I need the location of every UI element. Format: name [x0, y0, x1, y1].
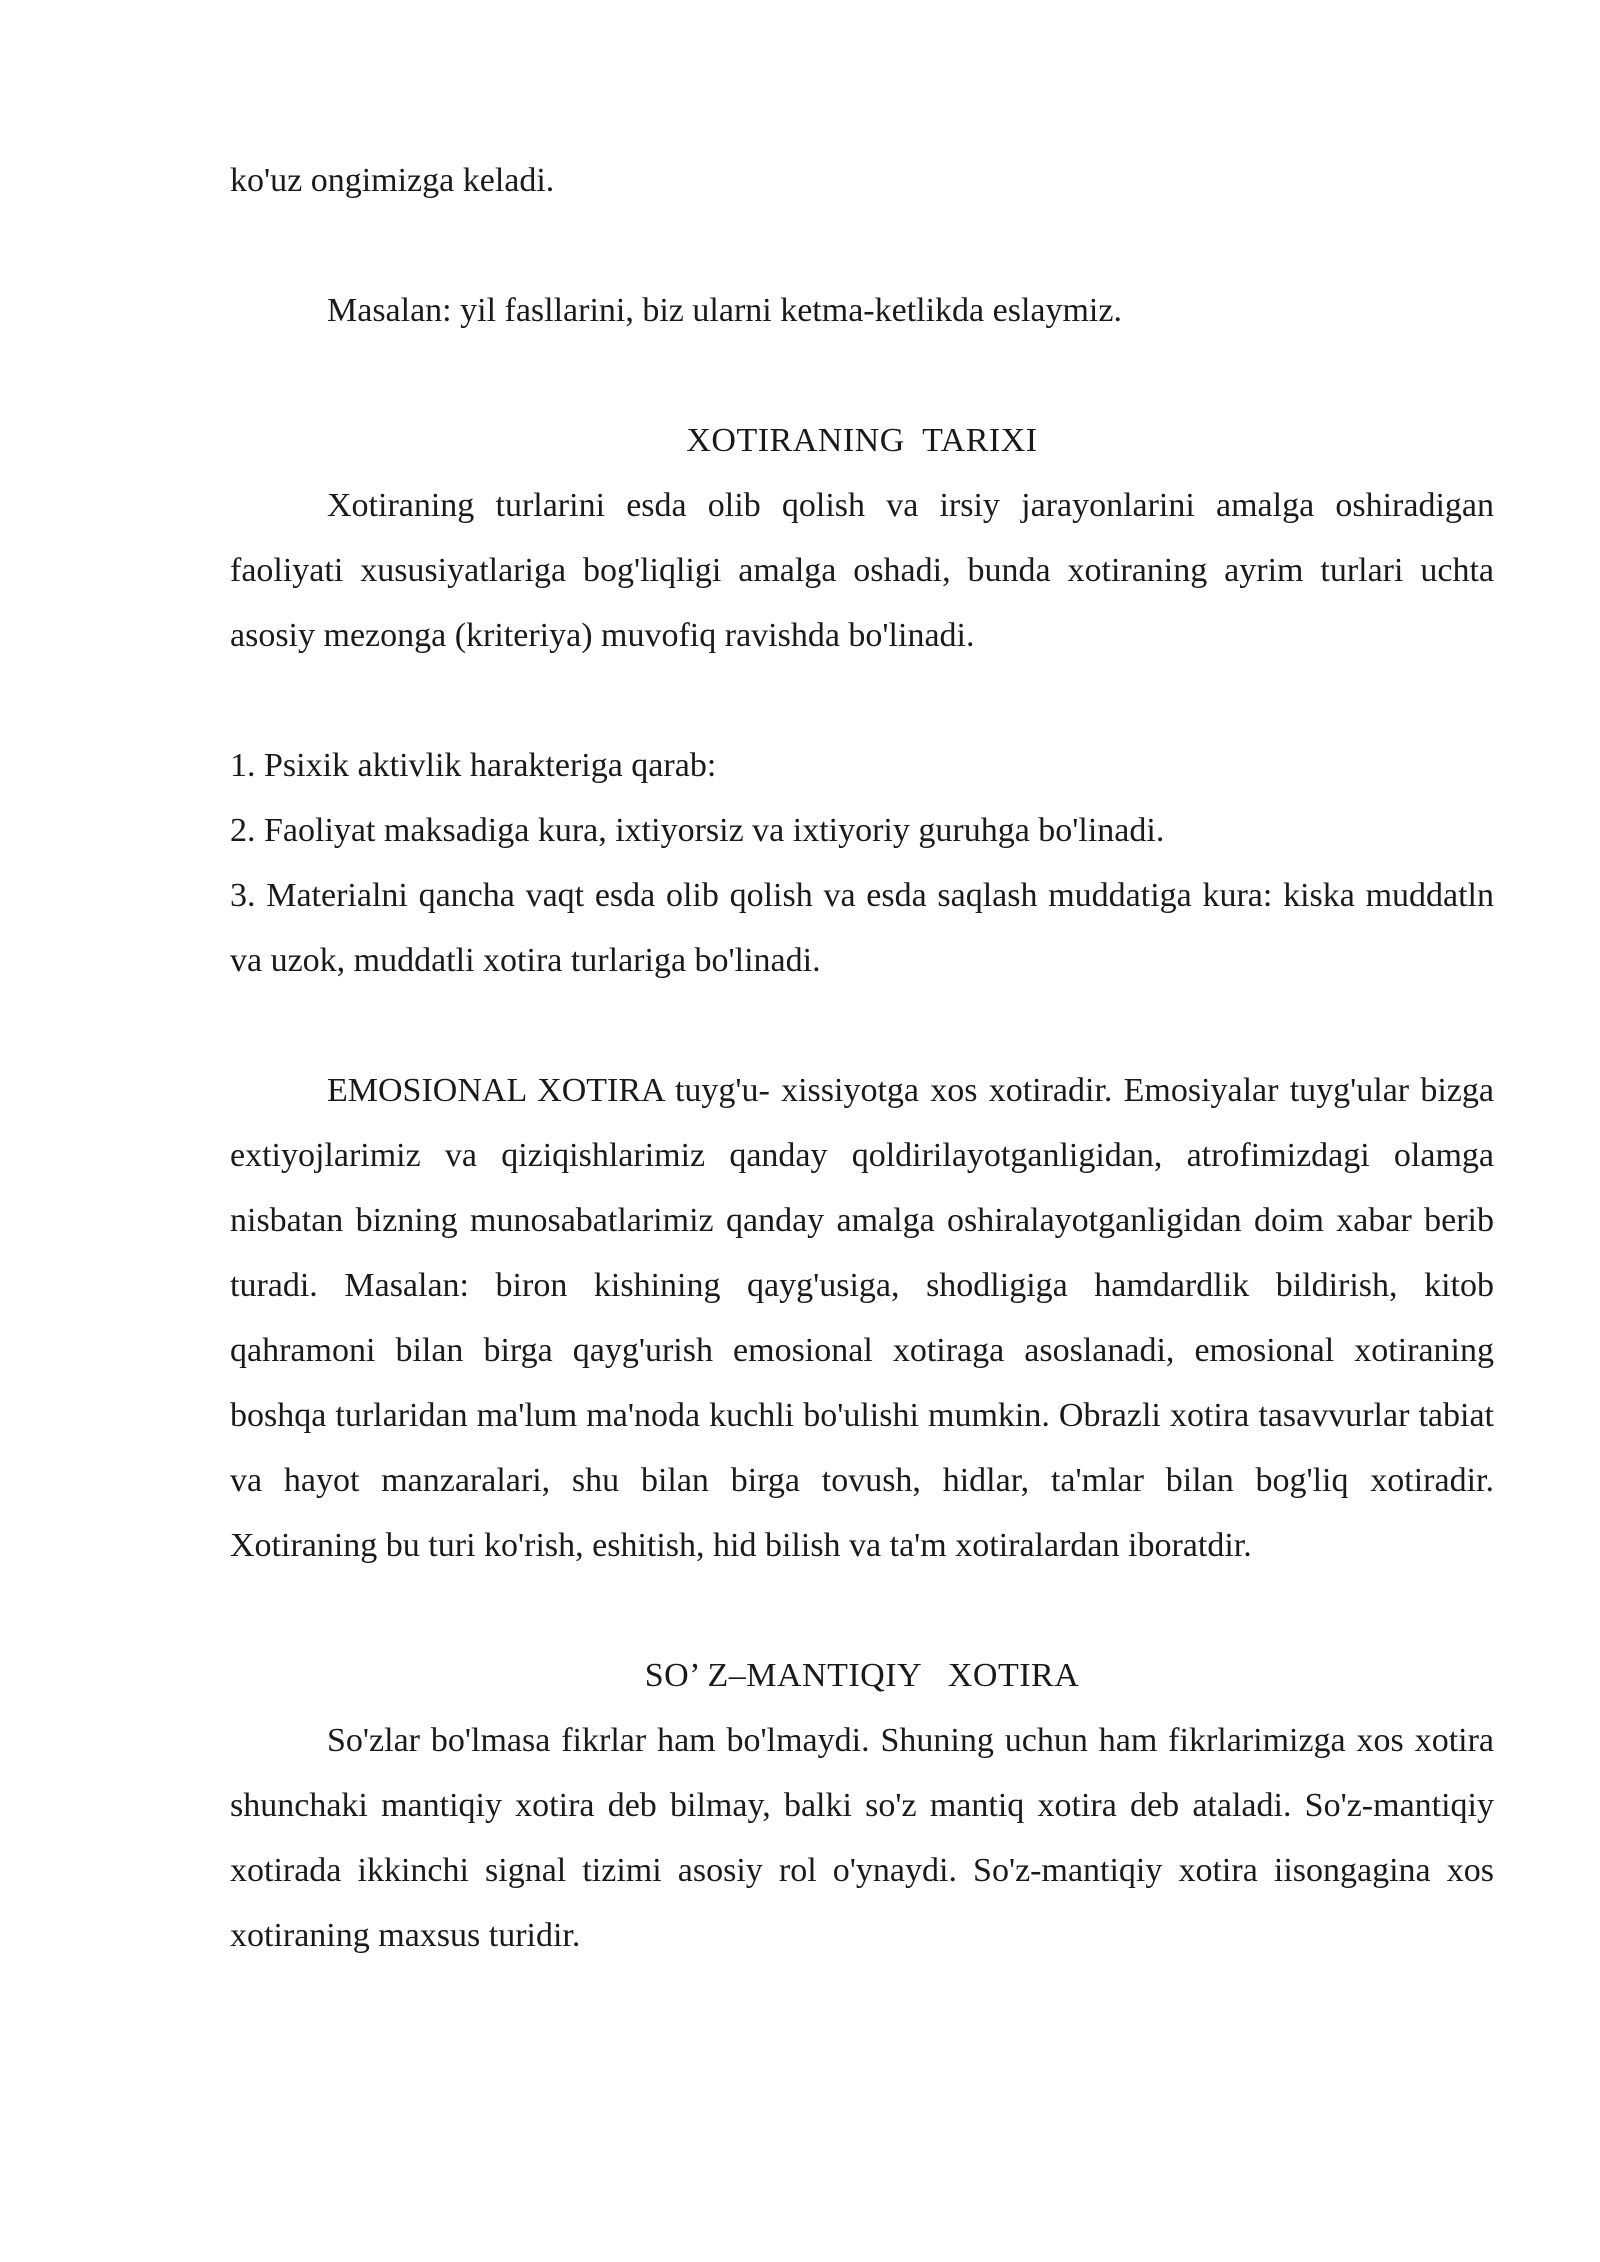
spacer: [230, 343, 1494, 408]
list-item-2: 2. Faoliyat maksadiga kura, ixtiyorsiz va ixtiyoriy guruhga bo'linadi.: [230, 812, 1165, 849]
list-item-1: 1. Psixik aktivlik harakteriga qarab:: [230, 747, 717, 784]
intro-line: ko'uz ongimizga keladi.: [230, 162, 555, 199]
spacer: [230, 668, 1494, 733]
spacer: [230, 993, 1494, 1058]
example-paragraph: Masalan: yil fasllarini, biz ularni ketma-ketlikda eslaymiz.: [327, 292, 1122, 329]
history-paragraph: Xotiraning turlarini esda olib qolish va irsiy jarayonlarini amalga oshiradigan faoliyati xususiyatlariga bog'liqligi amalga oshadi, bunda xotiraning ayrim turlari uchta asosiy mezonga (kriteriya) muvofiq ravishda bo'linadi.: [230, 487, 1494, 654]
emotional-memory-paragraph: EMOSIONAL XOTIRA tuyg'u- xissiyotga xos xotiradir. Emosiyalar tuyg'ular bizga extiyojlarimiz va qiziqishlarimiz qanday qoldirilayotganligidan, atrofimizdagi olamga nisbatan bizning munosabatlarimiz qanday amalga oshiralayotganligidan doim xabar berib turadi. Masalan: biron kishining qayg'usiga, shodligiga hamdardlik bildirish, kitob qahramoni bilan birga qayg'urish emosional xotiraga asoslanadi, emosional xotiraning boshqa turlaridan ma'lum ma'noda kuchli bo'ulishi mumkin. Obrazli xotira tasavvurlar tabiat va hayot manzaralari, shu bilan birga tovush, hidlar, ta'mlar bilan bog'liq xotiradir. Xotiraning bu turi ko'rish, eshitish, hid bilish va ta'm xotiralardan iboratdir.: [230, 1072, 1494, 1564]
list-item-3: 3. Materialni qancha vaqt esda olib qolish va esda saqlash muddatiga kura: kiska muddatln va uzok, muddatli xotira turlariga bo'linadi.: [230, 877, 1494, 979]
spacer: [230, 213, 1494, 278]
verbal-logical-paragraph: So'zlar bo'lmasa fikrlar ham bo'lmaydi. Shuning uchun ham fikrlarimizga xos xotira shunchaki mantiqiy xotira deb bilmay, balki so'z mantiq xotira deb ataladi. So'z-mantiqiy xotirada ikkinchi signal tizimi asosiy rol o'ynaydi. So'z-mantiqiy xotira iisongagina xos xotiraning maxsus turidir.: [230, 1722, 1494, 1954]
document-body: [230, 148, 1494, 1968]
section-heading-history: XOTIRANING TARIXI: [686, 422, 1038, 459]
spacer: [230, 1578, 1494, 1643]
section-heading-verbal-logical: SO’ Z–MANTIQIY XOTIRA: [644, 1657, 1080, 1694]
